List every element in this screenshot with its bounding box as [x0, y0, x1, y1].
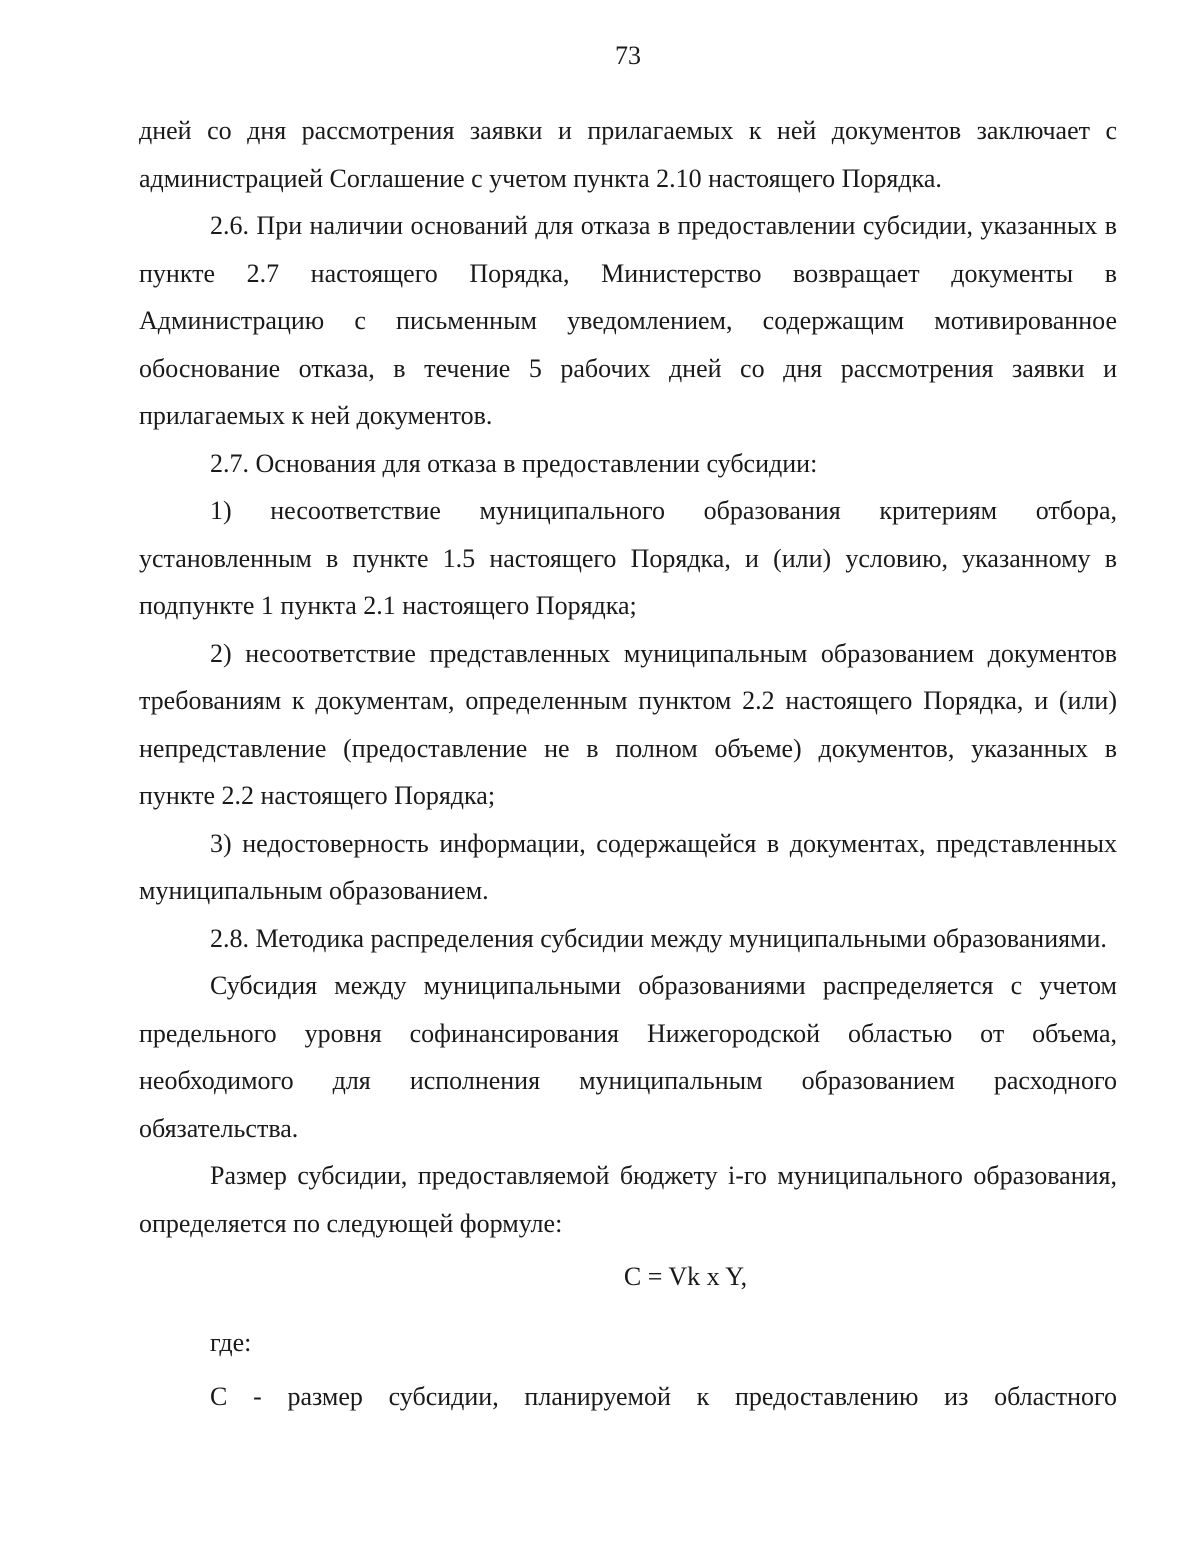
paragraph-c-definition: C - размер субсидии, планируемой к предоставлению из областного: [210, 1382, 1117, 1411]
paragraph-2-8: 2.8. Методика распределения субсидии между муниципальными образованиями.: [210, 923, 1107, 953]
list-item-1: 1) несоответствие муниципального образования критериям отбора, установленным в пункте 1.5 настоящего Порядка, и (или) условию, указанному в подпункте 1 пункта 2.1 настоящего Порядка;: [139, 496, 1117, 620]
page-number: 73: [615, 41, 641, 70]
paragraph-2-6: 2.6. При наличии оснований для отказа в предоставлении субсидии, указанных в пункте 2.7 настоящего Порядка, Министерство возвращает документы в Администрацию с письменным уведомлением, содержащим мотивированное обоснование отказа, в течение 5 рабочих дней со дня рассмотрения заявки и прилагаемых к ней документов.: [139, 211, 1117, 430]
list-item-2: 2) несоответствие представленных муниципальным образованием документов требованиям к документам, определенным пунктом 2.2 настоящего Порядка, и (или) непредставление (предоставление не в полном объеме) документов, указанных в пункте 2.2 настоящего Порядка;: [139, 638, 1117, 810]
document-body: [139, 107, 1117, 1421]
paragraph-continuation: дней со дня рассмотрения заявки и прилагаемых к ней документов заключает с администрацией Соглашение с учетом пункта 2.10 настоящего Порядка.: [139, 116, 1117, 193]
paragraph-subsidy-size: Размер субсидии, предоставляемой бюджету i-го муниципального образования, определяется по следующей формуле:: [139, 1161, 1117, 1238]
where-label: где:: [210, 1328, 252, 1357]
paragraph-2-7: 2.7. Основания для отказа в предоставлении субсидии:: [210, 448, 818, 478]
list-item-3: 3) недостоверность информации, содержащейся в документах, представленных муниципальным образованием.: [139, 828, 1117, 905]
formula: C = Vk x Y,: [623, 1262, 748, 1291]
paragraph-subsidy-distribution: Субсидия между муниципальными образованиями распределяется с учетом предельного уровня софинансирования Нижегородской областью от объема, необходимого для исполнения муниципальным образованием расходного обязательства.: [139, 971, 1117, 1143]
